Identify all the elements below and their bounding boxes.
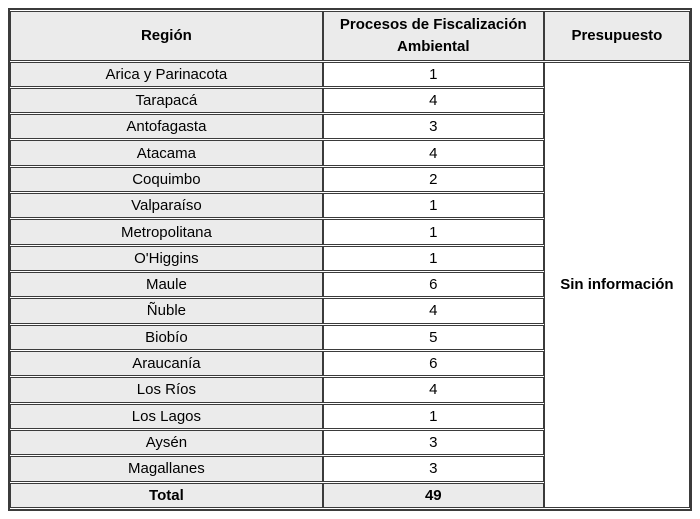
procesos-cell: 1: [323, 246, 544, 271]
region-cell: Los Ríos: [10, 377, 323, 402]
procesos-cell: 2: [323, 167, 544, 192]
region-cell: Arica y Parinacota: [10, 62, 323, 87]
region-cell: Antofagasta: [10, 114, 323, 139]
presupuesto-merged-cell: Sin información: [544, 62, 690, 509]
procesos-cell: 1: [323, 62, 544, 87]
header-procesos-line2: Ambiental: [397, 37, 470, 55]
header-procesos: [323, 11, 544, 61]
procesos-cell: 6: [323, 272, 544, 297]
region-cell: Atacama: [10, 140, 323, 165]
procesos-cell: 3: [323, 430, 544, 455]
header-presupuesto: Presupuesto: [544, 11, 690, 61]
region-cell: Maule: [10, 272, 323, 297]
region-cell: Tarapacá: [10, 88, 323, 113]
region-cell: Valparaíso: [10, 193, 323, 218]
region-cell: Magallanes: [10, 456, 323, 481]
procesos-cell: 5: [323, 325, 544, 350]
header-region: Región: [10, 11, 323, 61]
region-cell: Biobío: [10, 325, 323, 350]
region-cell: O'Higgins: [10, 246, 323, 271]
region-cell: Los Lagos: [10, 404, 323, 429]
region-cell: Ñuble: [10, 298, 323, 323]
total-value-cell: 49: [323, 483, 544, 509]
procesos-cell: 4: [323, 377, 544, 402]
procesos-cell: 4: [323, 298, 544, 323]
procesos-cell: 1: [323, 193, 544, 218]
header-procesos-line1: Procesos de Fiscalización: [339, 16, 527, 33]
fiscalizacion-table: [8, 8, 692, 511]
region-cell: Metropolitana: [10, 219, 323, 244]
table-header: [10, 11, 690, 61]
table-body: [10, 62, 690, 509]
procesos-cell: 1: [323, 219, 544, 244]
procesos-cell: 1: [323, 404, 544, 429]
procesos-cell: 6: [323, 351, 544, 376]
procesos-cell: 3: [323, 456, 544, 481]
data-table: [10, 10, 690, 509]
procesos-cell: 4: [323, 140, 544, 165]
region-cell: Coquimbo: [10, 167, 323, 192]
procesos-cell: 4: [323, 88, 544, 113]
header-row: [10, 11, 690, 61]
total-label-cell: Total: [10, 483, 323, 509]
region-cell: Aysén: [10, 430, 323, 455]
table-row: [10, 62, 690, 87]
procesos-cell: 3: [323, 114, 544, 139]
region-cell: Araucanía: [10, 351, 323, 376]
